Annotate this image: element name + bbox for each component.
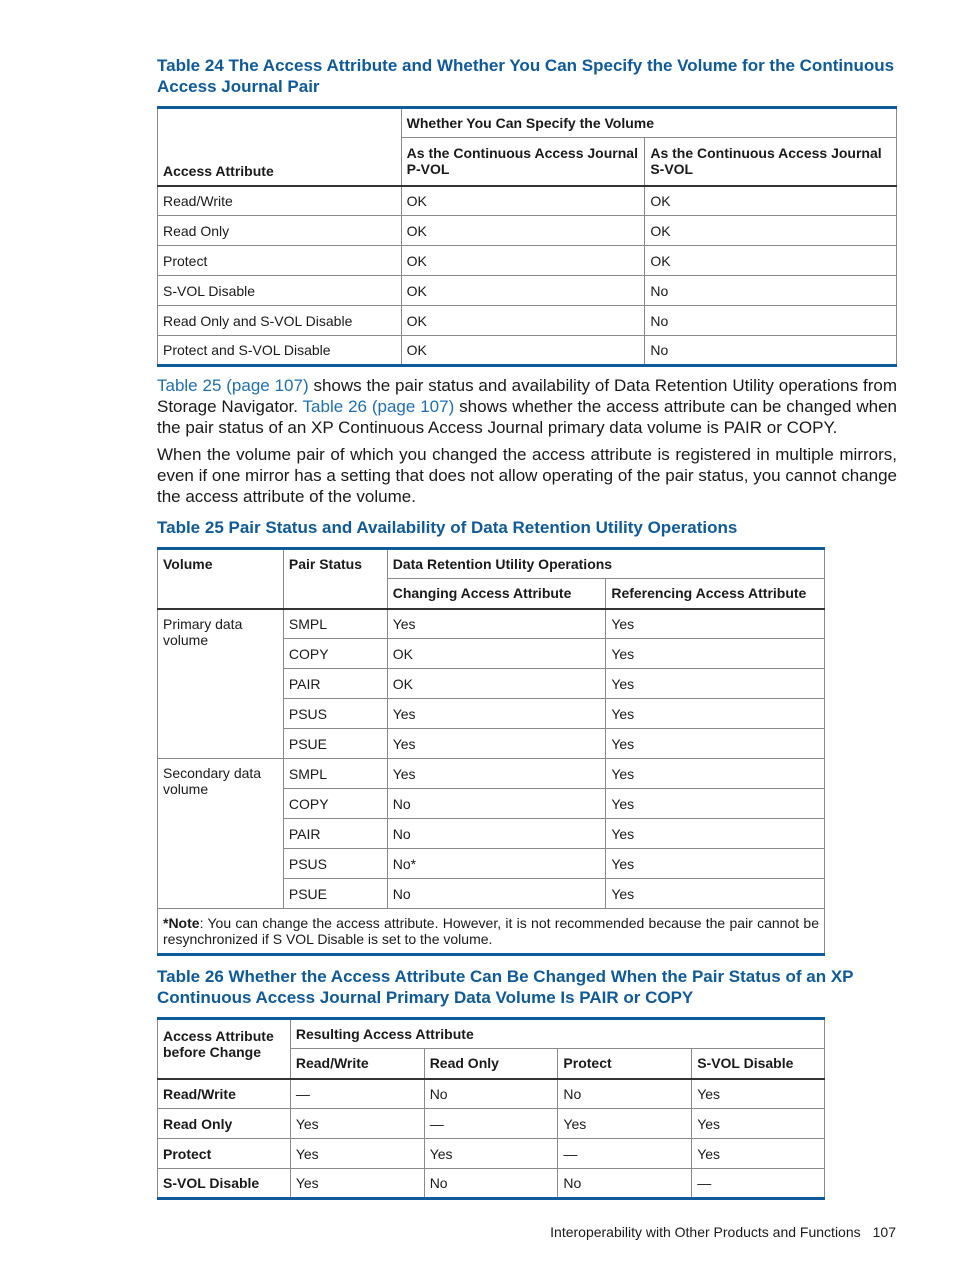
- table24-header-access-attribute: Access Attribute: [158, 108, 402, 186]
- table25-link[interactable]: Table 25 (page 107): [157, 376, 309, 395]
- footer-section-title: Interoperability with Other Products and Functions: [550, 1224, 861, 1240]
- table-row: PAIR OK Yes: [158, 669, 825, 699]
- table25-header-changing: Changing Access Attribute: [387, 579, 606, 609]
- table25-volume-primary: Primary data volume: [158, 609, 284, 759]
- page-number: 107: [872, 1224, 896, 1240]
- table-row: Protect Yes Yes — Yes: [158, 1139, 825, 1169]
- table-row: PSUS Yes Yes: [158, 699, 825, 729]
- table24-header-pvol: As the Continuous Access Journal P-VOL: [401, 138, 645, 186]
- table-row: Read/Write — No No Yes: [158, 1079, 825, 1109]
- table25-header-group: Data Retention Utility Operations: [387, 549, 824, 579]
- table25-header-pair-status: Pair Status: [283, 549, 387, 609]
- table-row: Read Only and S-VOL Disable OK No: [158, 306, 897, 336]
- table-row: S-VOL Disable Yes No No —: [158, 1169, 825, 1199]
- table-row: Primary data volume SMPL Yes Yes: [158, 609, 825, 639]
- table-row: PSUE Yes Yes: [158, 729, 825, 759]
- table-row: COPY OK Yes: [158, 639, 825, 669]
- table-row: S-VOL Disable OK No: [158, 276, 897, 306]
- table-row: Protect and S-VOL Disable OK No: [158, 336, 897, 366]
- table-row: Read/Write OK OK: [158, 186, 897, 216]
- table-row: Protect OK OK: [158, 246, 897, 276]
- paragraph-multiple-mirrors: When the volume pair of which you changed the access attribute is registered in multiple mirrors, even if one mirror has a setting that does not allow operating of the pair status, you cannot change the access attribute of the volume.: [157, 445, 897, 506]
- table24-header-group: Whether You Can Specify the Volume: [401, 108, 896, 138]
- table-row: PSUS No* Yes: [158, 849, 825, 879]
- table26-header-protect: Protect: [558, 1049, 692, 1079]
- table-row: COPY No Yes: [158, 789, 825, 819]
- table26-header-read-only: Read Only: [424, 1049, 558, 1079]
- table25: [157, 547, 825, 956]
- table-row: Read Only OK OK: [158, 216, 897, 246]
- table-row: Read Only Yes — Yes Yes: [158, 1109, 825, 1139]
- table25-header-volume: Volume: [158, 549, 284, 609]
- table26: [157, 1017, 825, 1200]
- table26-header-before-change: Access Attribute before Change: [158, 1019, 291, 1079]
- table25-volume-secondary: Secondary data volume: [158, 759, 284, 909]
- table25-header-referencing: Referencing Access Attribute: [606, 579, 825, 609]
- table-row: PAIR No Yes: [158, 819, 825, 849]
- table26-header-svol-disable: S-VOL Disable: [692, 1049, 825, 1079]
- paragraph-table-references: Table 25 (page 107) shows the pair status and availability of Data Retention Utility operations from Storage Navigator. Table 26 (page 107) shows whether the access attribute can be changed when the pair status of an XP Continuous Access Journal primary data volume is PAIR or COPY.: [157, 376, 897, 437]
- table24-header-svol: As the Continuous Access Journal S-VOL: [645, 138, 897, 186]
- table-row: Secondary data volume SMPL Yes Yes: [158, 759, 825, 789]
- page-footer: [550, 1223, 896, 1241]
- table26-header-read-write: Read/Write: [290, 1049, 424, 1079]
- table25-note-row: [158, 909, 825, 955]
- table26-link[interactable]: Table 26 (page 107): [302, 397, 455, 416]
- table25-note: *Note: You can change the access attribute. However, it is not recommended because the pair cannot be resynchronized if S VOL Disable is set to the volume.: [158, 909, 825, 955]
- table26-caption: Table 26 Whether the Access Attribute Can Be Changed When the Pair Status of an XP Continuous Access Journal Primary Data Volume Is PAIR or COPY: [157, 967, 854, 1007]
- table-row: PSUE No Yes: [158, 879, 825, 909]
- table24-caption: Table 24 The Access Attribute and Whether You Can Specify the Volume for the Continuous Access Journal Pair: [157, 56, 895, 96]
- table26-header-group: Resulting Access Attribute: [290, 1019, 824, 1049]
- table25-caption: Table 25 Pair Status and Availability of Data Retention Utility Operations: [157, 518, 738, 537]
- table24: [157, 106, 897, 367]
